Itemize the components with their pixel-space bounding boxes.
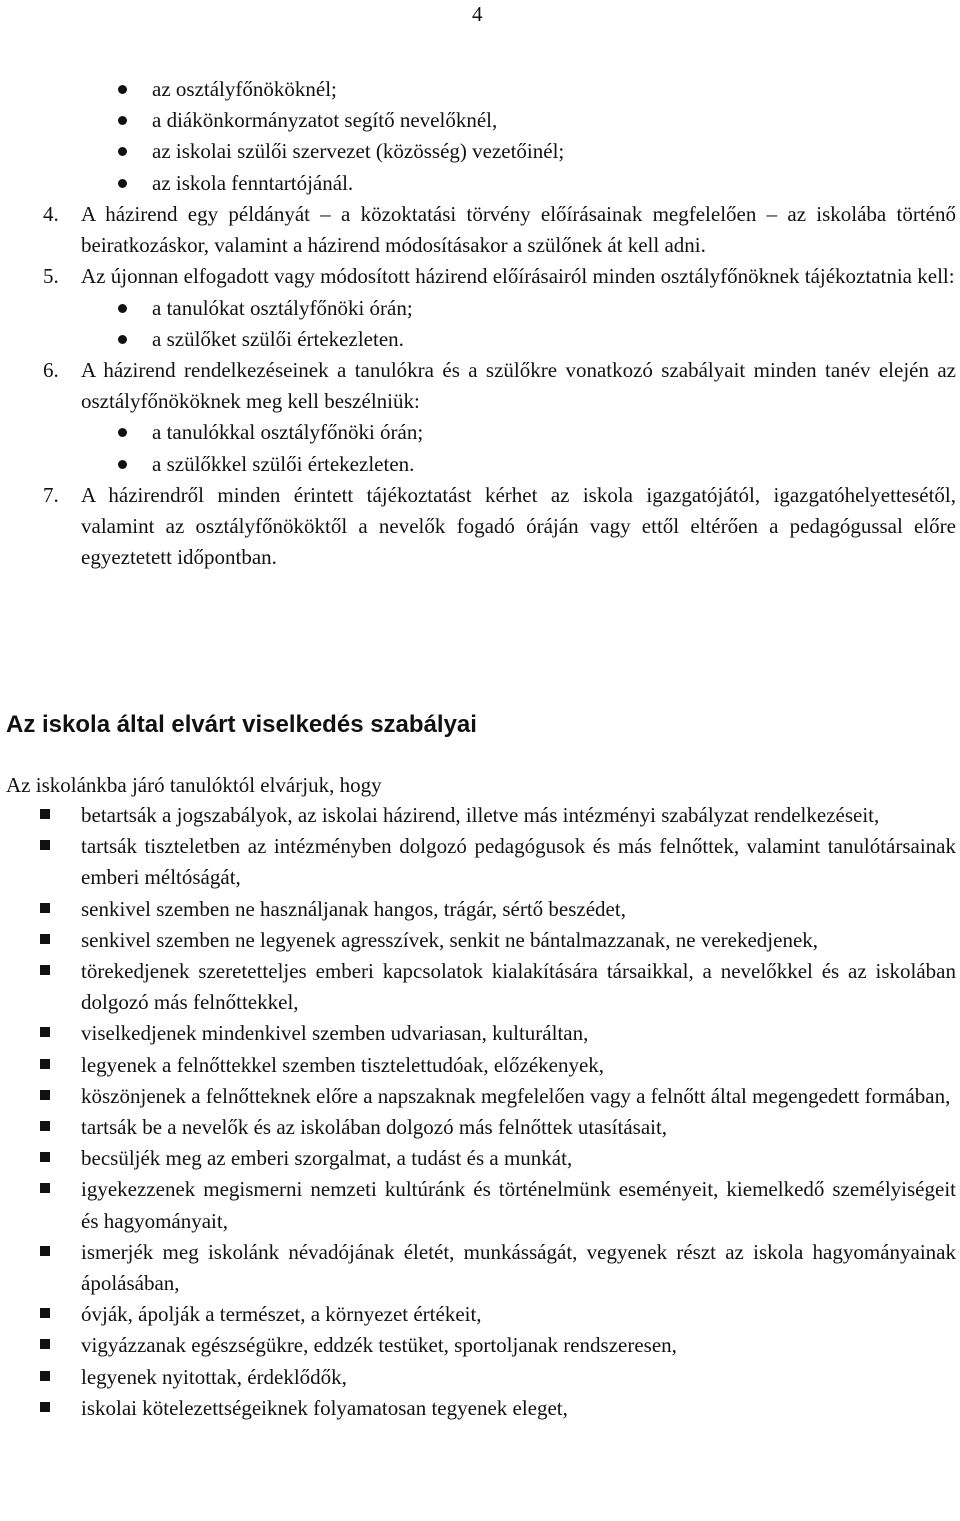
section-heading: Az iskola által elvárt viselkedés szabályai bbox=[6, 711, 477, 738]
list-item: az iskolai szülői szervezet (közösség) vezetőinél; bbox=[0, 136, 950, 167]
bullet-icon bbox=[118, 179, 127, 188]
square-bullet-icon bbox=[40, 1339, 50, 1349]
item-number: 5. bbox=[43, 264, 59, 289]
list-item: az iskola fenntartójánál. bbox=[0, 168, 950, 199]
square-bullet-icon bbox=[40, 1308, 50, 1318]
list-item: törekedjenek szeretetteljes emberi kapcsolatok kialakítására társaikkal, a nevelőkkel és az iskolában dolgozó más felnőttekkel, bbox=[0, 956, 956, 1018]
list-item: óvják, ápolják a természet, a környezet értékeit, bbox=[0, 1299, 956, 1330]
list-item: legyenek nyitottak, érdeklődők, bbox=[0, 1362, 956, 1393]
square-bullet-icon bbox=[40, 1027, 50, 1037]
numbered-list bbox=[0, 199, 960, 573]
bullet-icon bbox=[118, 428, 127, 437]
list-item: senkivel szemben ne használjanak hangos, trágár, sértő beszédet, bbox=[0, 894, 956, 925]
bullet-icon bbox=[118, 85, 127, 94]
list-item: tartsák be a nevelők és az iskolában dolgozó más felnőttek utasításait, bbox=[0, 1112, 956, 1143]
bullet-icon bbox=[118, 335, 127, 344]
square-bullet-icon bbox=[40, 1246, 50, 1256]
list-item: az osztályfőnököknél; bbox=[0, 74, 950, 105]
numbered-item-5 bbox=[0, 261, 956, 355]
square-bullet-icon bbox=[40, 840, 50, 850]
item-text: A házirendről minden érintett tájékoztatást kérhet az iskola igazgatójától, igazgatóhelyettesétől, valamint az osztályfőnököktől a nevelők fogadó óráján vagy ettől eltérően a pedagógussal előre egyeztetett időpontban. bbox=[81, 482, 956, 570]
square-bullet-icon bbox=[40, 1183, 50, 1193]
item-text: A házirend rendelkezéseinek a tanulókra és a szülőkre vonatkozó szabályait minden tanév elején az osztályfőnököknek meg kell beszélniük: bbox=[81, 358, 956, 414]
list-item: senkivel szemben ne legyenek agresszívek, senkit ne bántalmazzanak, ne verekedjenek, bbox=[0, 925, 956, 956]
numbered-item-7 bbox=[0, 480, 956, 574]
list-item: ismerjék meg iskolánk névadójának életét, munkásságát, vegyenek részt az iskola hagyományainak ápolásában, bbox=[0, 1237, 956, 1299]
list-item: becsüljék meg az emberi szorgalmat, a tudást és a munkát, bbox=[0, 1143, 956, 1174]
square-bullet-icon bbox=[40, 1152, 50, 1162]
item-text: Az újonnan elfogadott vagy módosított házirend előírásairól minden osztályfőnöknek tájékoztatnia kell: bbox=[81, 264, 955, 289]
sub-list-item: a szülőkkel szülői értekezleten. bbox=[81, 449, 956, 480]
list-item: vigyázzanak egészségükre, eddzék testüket, sportoljanak rendszeresen, bbox=[0, 1330, 956, 1361]
square-bullet-icon bbox=[40, 1090, 50, 1100]
page-number: 4 bbox=[472, 2, 483, 26]
square-bullet-icon bbox=[40, 965, 50, 975]
item-number: 7. bbox=[43, 482, 59, 507]
list-item: igyekezzenek megismerni nemzeti kultúránk és történelmünk eseményeit, kiemelkedő személyiségeit és hagyományait, bbox=[0, 1174, 956, 1236]
item-number: 4. bbox=[43, 202, 59, 226]
square-bullet-icon bbox=[40, 903, 50, 913]
numbered-item-4 bbox=[0, 199, 956, 261]
square-bullet-icon bbox=[40, 1402, 50, 1412]
list-item: viselkedjenek mindenkivel szemben udvariasan, kulturáltan, bbox=[0, 1018, 956, 1049]
square-bullet-icon bbox=[40, 1371, 50, 1381]
bullet-icon bbox=[118, 460, 127, 469]
list-item: iskolai kötelezettségeiknek folyamatosan tegyenek eleget, bbox=[0, 1393, 956, 1424]
square-bullet-icon bbox=[40, 1121, 50, 1131]
item-text: A házirend egy példányát – a közoktatási törvény előírásainak megfelelően – az iskolába történő beiratkozáskor, valamint a házirend módosításakor a szülőnek át kell adni. bbox=[81, 202, 956, 258]
intro-text: Az iskolánkba járó tanulóktól elvárjuk, hogy bbox=[6, 773, 382, 797]
top-bullet-list bbox=[0, 74, 960, 199]
list-item: köszönjenek a felnőtteknek előre a napszaknak megfelelően vagy a felnőtt által megengedett formában, bbox=[0, 1081, 956, 1112]
list-item: legyenek a felnőttekkel szemben tisztelettudóak, előzékenyek, bbox=[0, 1050, 956, 1081]
sub-list-item: a szülőket szülői értekezleten. bbox=[81, 324, 956, 355]
bullet-icon bbox=[118, 304, 127, 313]
list-item: betartsák a jogszabályok, az iskolai házirend, illetve más intézményi szabályzat rendelkezéseit, bbox=[0, 800, 956, 831]
bullet-icon bbox=[118, 147, 127, 156]
item-number: 6. bbox=[43, 358, 59, 383]
square-bullet-icon bbox=[40, 809, 50, 819]
rules-list bbox=[0, 800, 960, 1424]
numbered-item-6 bbox=[0, 355, 956, 480]
sub-list-item: a tanulókkal osztályfőnöki órán; bbox=[81, 417, 956, 448]
list-item: a diákönkormányzatot segítő nevelőknél, bbox=[0, 105, 950, 136]
square-bullet-icon bbox=[40, 1059, 50, 1069]
list-item: tartsák tiszteletben az intézményben dolgozó pedagógusok és más felnőttek, valamint tanulótársainak emberi méltóságát, bbox=[0, 831, 956, 893]
sub-list-item: a tanulókat osztályfőnöki órán; bbox=[81, 293, 956, 324]
bullet-icon bbox=[118, 116, 127, 125]
square-bullet-icon bbox=[40, 934, 50, 944]
